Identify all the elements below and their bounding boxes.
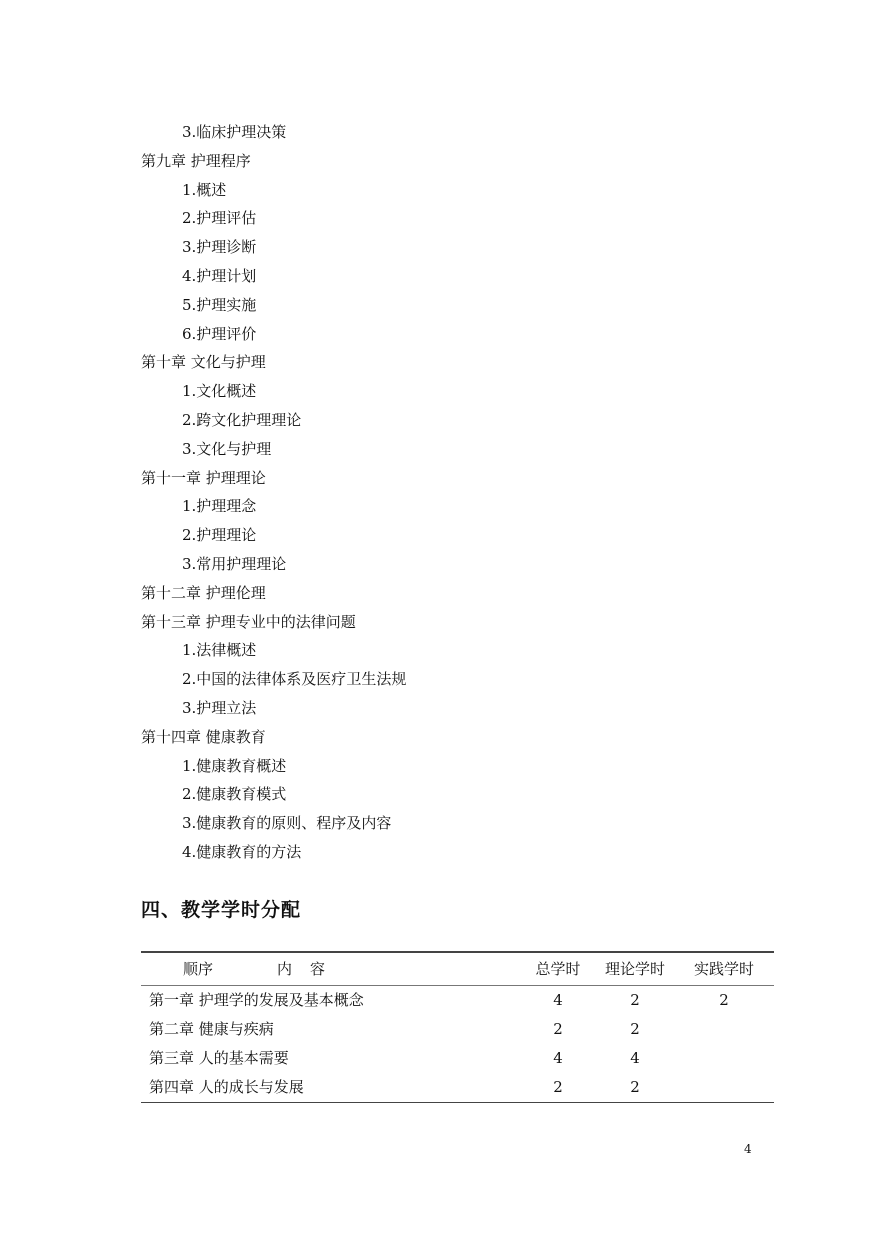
course-outline [141, 118, 781, 867]
chapter-name: 第三章 人的基本需要 [149, 1049, 289, 1067]
header-practice-hours: 实践学时 [693, 960, 754, 978]
theory-hours: 4 [630, 1049, 640, 1067]
outline-subitem: 4.健康教育的方法 [182, 842, 302, 861]
table-row [141, 1073, 774, 1102]
outline-subitem: 3.临床护理决策 [182, 123, 287, 141]
chapter-heading: 第十一章 护理理论 [141, 468, 266, 487]
outline-subitem: 6.护理评价 [182, 324, 257, 343]
practice-hours: 2 [719, 991, 729, 1009]
section-title: 四、教学学时分配 [141, 899, 302, 921]
table-header [141, 951, 774, 986]
outline-subitem: 3.常用护理理论 [182, 554, 287, 573]
outline-subitem: 3.文化与护理 [182, 439, 272, 458]
theory-hours: 2 [630, 1078, 640, 1096]
total-hours: 4 [553, 991, 563, 1009]
outline-subitem: 1.法律概述 [182, 641, 257, 660]
outline-subitem: 2.健康教育模式 [182, 785, 287, 804]
outline-subitem: 2.中国的法律体系及医疗卫生法规 [182, 670, 407, 689]
outline-subitem: 3.护理立法 [182, 698, 257, 717]
table-row [141, 1044, 774, 1073]
chapter-heading: 第十四章 健康教育 [141, 727, 266, 746]
chapter-heading: 第十三章 护理专业中的法律问题 [141, 612, 356, 631]
header-order: 顺序 [183, 960, 214, 978]
outline-subitem: 1.文化概述 [182, 382, 257, 401]
outline-subitem: 2.跨文化护理理论 [182, 410, 302, 429]
total-hours: 4 [553, 1049, 563, 1067]
header-content: 内容 [277, 960, 344, 978]
chapter-heading: 第十章 文化与护理 [141, 353, 266, 372]
header-total-hours: 总学时 [535, 960, 581, 978]
outline-subitem: 2.护理理论 [182, 526, 257, 545]
hours-table [141, 951, 774, 1103]
outline-subitem: 2.护理评估 [182, 209, 257, 228]
table-body [141, 986, 774, 1103]
theory-hours: 2 [630, 1020, 640, 1038]
chapter-name: 第二章 健康与疾病 [149, 1020, 274, 1038]
total-hours: 2 [553, 1020, 563, 1038]
theory-hours: 2 [630, 991, 640, 1009]
outline-subitem: 1.健康教育概述 [182, 756, 287, 775]
chapter-heading: 第十二章 护理伦理 [141, 583, 266, 602]
outline-subitem: 1.护理理念 [182, 497, 257, 516]
outline-subitem: 5.护理实施 [182, 295, 257, 314]
outline-subitem: 1.概述 [182, 180, 227, 199]
table-row [141, 1015, 774, 1044]
total-hours: 2 [553, 1078, 563, 1096]
outline-subitem: 3.护理诊断 [182, 238, 257, 257]
header-row [141, 953, 774, 985]
chapter-heading: 第九章 护理程序 [141, 151, 251, 170]
chapter-name: 第一章 护理学的发展及基本概念 [149, 991, 364, 1009]
header-theory-hours: 理论学时 [604, 960, 665, 978]
chapter-name: 第四章 人的成长与发展 [149, 1078, 304, 1096]
table-row [141, 986, 774, 1015]
outline-subitem: 3.健康教育的原则、程序及内容 [182, 814, 392, 833]
outline-subitem: 4.护理计划 [182, 266, 257, 285]
page-number: 4 [744, 1142, 752, 1156]
